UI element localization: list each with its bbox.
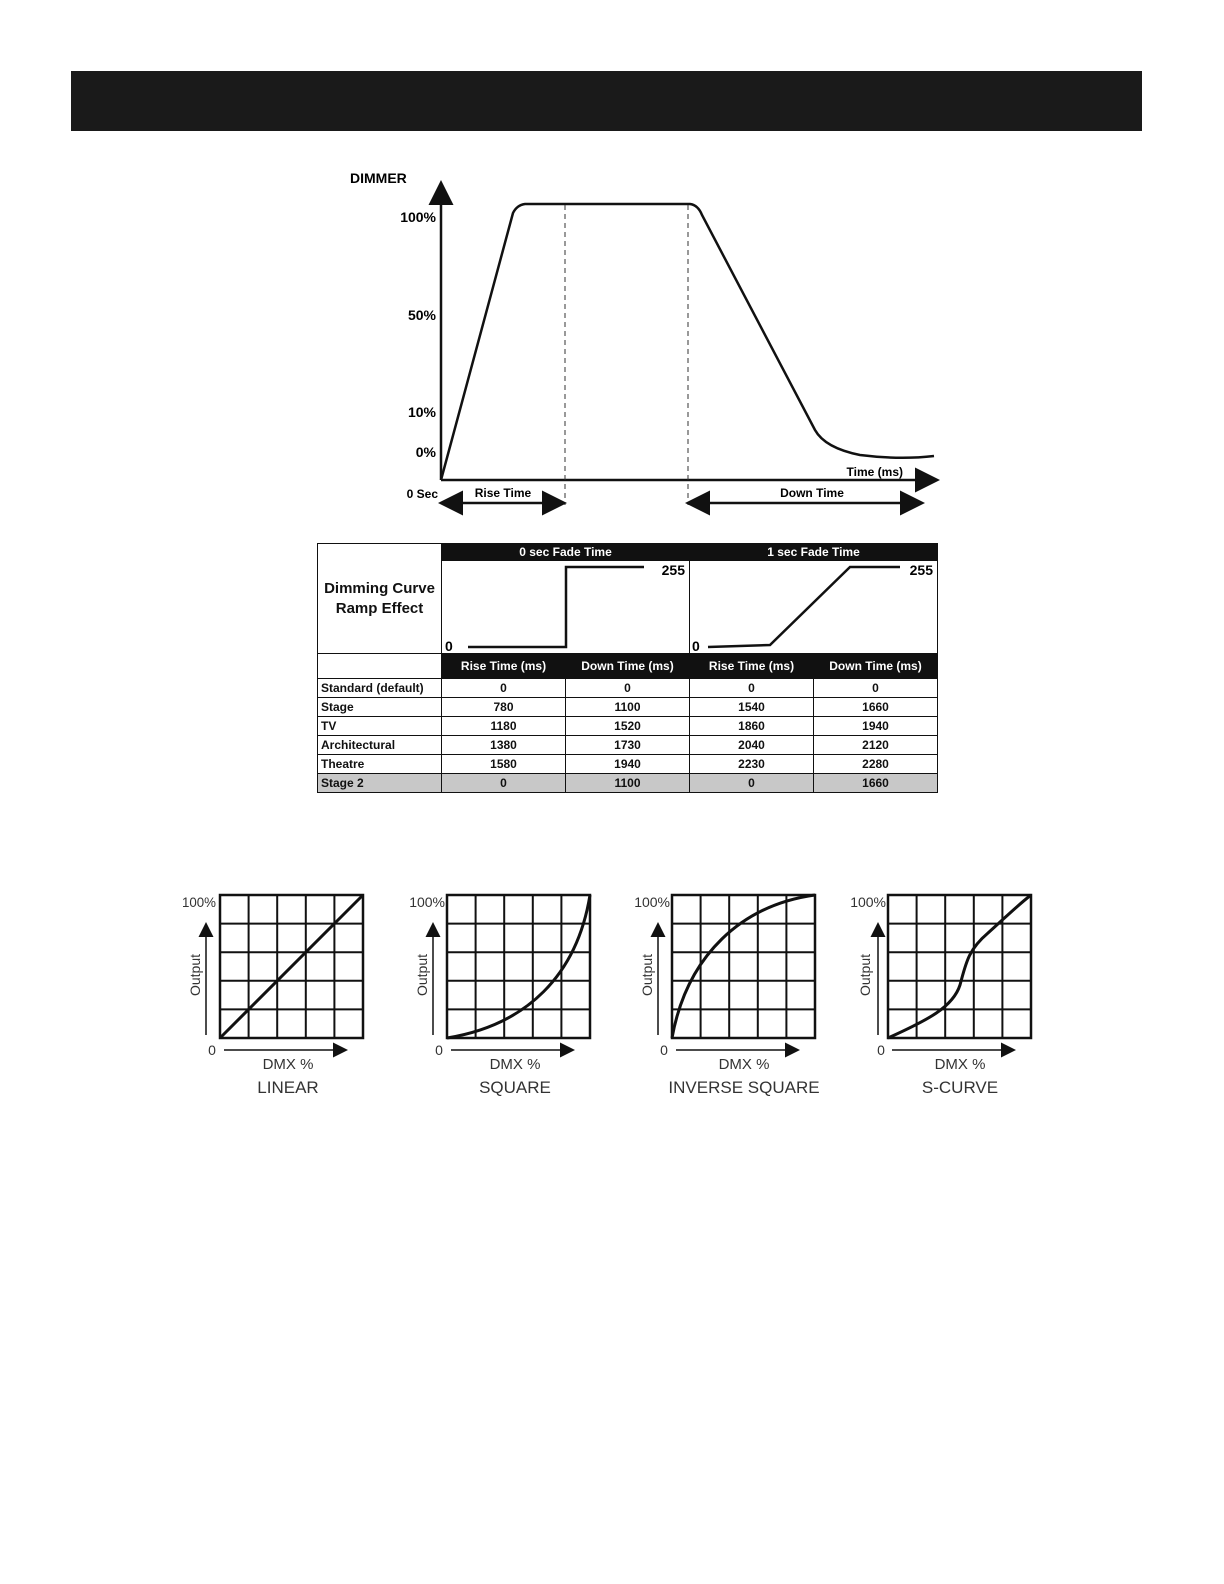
- linear-curve: [220, 895, 363, 1038]
- cell: 1380: [442, 736, 566, 755]
- ramp-effect-table: [317, 543, 938, 793]
- header-bar: [71, 71, 1142, 131]
- top-label: 100%: [634, 894, 670, 910]
- curve-s-curve: [848, 885, 1048, 1110]
- gridlines: [447, 895, 590, 1038]
- curve-name: INVERSE SQUARE: [668, 1078, 820, 1097]
- x-axis-label: DMX %: [934, 1056, 986, 1073]
- cell: 2230: [690, 755, 814, 774]
- row-label: Stage 2: [318, 774, 442, 793]
- graph-0sec-fade: [442, 561, 690, 654]
- origin-label: 0: [660, 1042, 668, 1058]
- curve-name: LINEAR: [257, 1078, 319, 1097]
- down-time-label: Down Time: [780, 486, 844, 500]
- row-label: Theatre: [318, 755, 442, 774]
- table-row: [318, 755, 938, 774]
- cell: 780: [442, 698, 566, 717]
- cell: 1540: [690, 698, 814, 717]
- row-label: TV: [318, 717, 442, 736]
- fade-header-1sec: 1 sec Fade Time: [690, 544, 938, 561]
- dimmer-ramp-chart: [340, 165, 950, 520]
- table-title-cell: [318, 544, 442, 654]
- origin-label: 0: [877, 1042, 885, 1058]
- grid-box: [672, 895, 815, 1038]
- graph-1sec-high: 255: [909, 562, 933, 578]
- dimmer-y-title: DIMMER: [350, 170, 407, 186]
- graph-1sec-low: 0: [692, 638, 700, 653]
- top-label: 100%: [850, 894, 886, 910]
- cell: 1580: [442, 755, 566, 774]
- col-header-rise-1: Rise Time (ms): [690, 654, 814, 679]
- empty-header-cell: [318, 654, 442, 679]
- cell: 2040: [690, 736, 814, 755]
- table-row: [318, 717, 938, 736]
- inverse-square-curve: [672, 895, 815, 1038]
- cell: 0: [690, 679, 814, 698]
- curve-square: [407, 885, 607, 1110]
- cell: 0: [566, 679, 690, 698]
- x-title: Time (ms): [846, 465, 903, 479]
- y-axis-label: Output: [187, 953, 203, 997]
- y-tick-10: 10%: [407, 404, 436, 420]
- grid-box: [447, 895, 590, 1038]
- row-label: Architectural: [318, 736, 442, 755]
- top-label: 100%: [409, 894, 445, 910]
- curve-name: S-CURVE: [921, 1078, 999, 1097]
- rise-time-label: Rise Time: [474, 486, 532, 500]
- x-axis-label: DMX %: [262, 1056, 314, 1073]
- origin-label: 0: [208, 1042, 216, 1058]
- cell: 1180: [442, 717, 566, 736]
- cell: 1940: [814, 717, 938, 736]
- table-title-line2: Ramp Effect: [335, 599, 424, 617]
- y-tick-50: 50%: [407, 307, 436, 323]
- col-header-down-1: Down Time (ms): [814, 654, 938, 679]
- table-row: [318, 698, 938, 717]
- gridlines: [672, 895, 815, 1038]
- cell: 1730: [566, 736, 690, 755]
- ramp-curve: [708, 567, 900, 647]
- cell: 0: [442, 679, 566, 698]
- cell: 1860: [690, 717, 814, 736]
- y-axis-label: Output: [857, 953, 873, 997]
- table-row: [318, 774, 938, 793]
- fade-header-0sec: 0 sec Fade Time: [442, 544, 690, 561]
- origin-label: 0: [435, 1042, 443, 1058]
- cell: 1940: [566, 755, 690, 774]
- s-curve: [888, 895, 1031, 1038]
- curve-inverse-square: [632, 885, 852, 1110]
- y-tick-100: 100%: [400, 209, 436, 225]
- cell: 1660: [814, 774, 938, 793]
- square-curve: [447, 895, 590, 1038]
- cell: 0: [814, 679, 938, 698]
- table-row: [318, 736, 938, 755]
- x-axis-label: DMX %: [718, 1056, 770, 1073]
- cell: 2280: [814, 755, 938, 774]
- row-label: Stage: [318, 698, 442, 717]
- graph-0sec-high: 255: [661, 562, 685, 578]
- curve-linear: [180, 885, 380, 1110]
- cell: 1100: [566, 698, 690, 717]
- y-axis-label: Output: [414, 953, 430, 997]
- col-header-rise-0: Rise Time (ms): [442, 654, 566, 679]
- cell: 0: [690, 774, 814, 793]
- cell: 0: [442, 774, 566, 793]
- x-axis-label: DMX %: [489, 1056, 541, 1073]
- table-row: [318, 679, 938, 698]
- row-label: Standard (default): [318, 679, 442, 698]
- col-header-down-0: Down Time (ms): [566, 654, 690, 679]
- cell: 1520: [566, 717, 690, 736]
- grid-box: [888, 895, 1031, 1038]
- step-curve: [468, 567, 644, 647]
- gridlines: [888, 895, 1031, 1038]
- cell: 1100: [566, 774, 690, 793]
- graph-1sec-fade: [690, 561, 938, 654]
- top-label: 100%: [182, 894, 216, 910]
- origin-label: 0 Sec: [406, 487, 438, 501]
- table-title-line1: Dimming Curve: [324, 579, 435, 597]
- cell: 1660: [814, 698, 938, 717]
- curve-name: SQUARE: [479, 1078, 551, 1097]
- y-tick-0: 0%: [415, 444, 436, 460]
- graph-0sec-low: 0: [445, 638, 453, 653]
- y-axis-label: Output: [639, 953, 655, 997]
- cell: 2120: [814, 736, 938, 755]
